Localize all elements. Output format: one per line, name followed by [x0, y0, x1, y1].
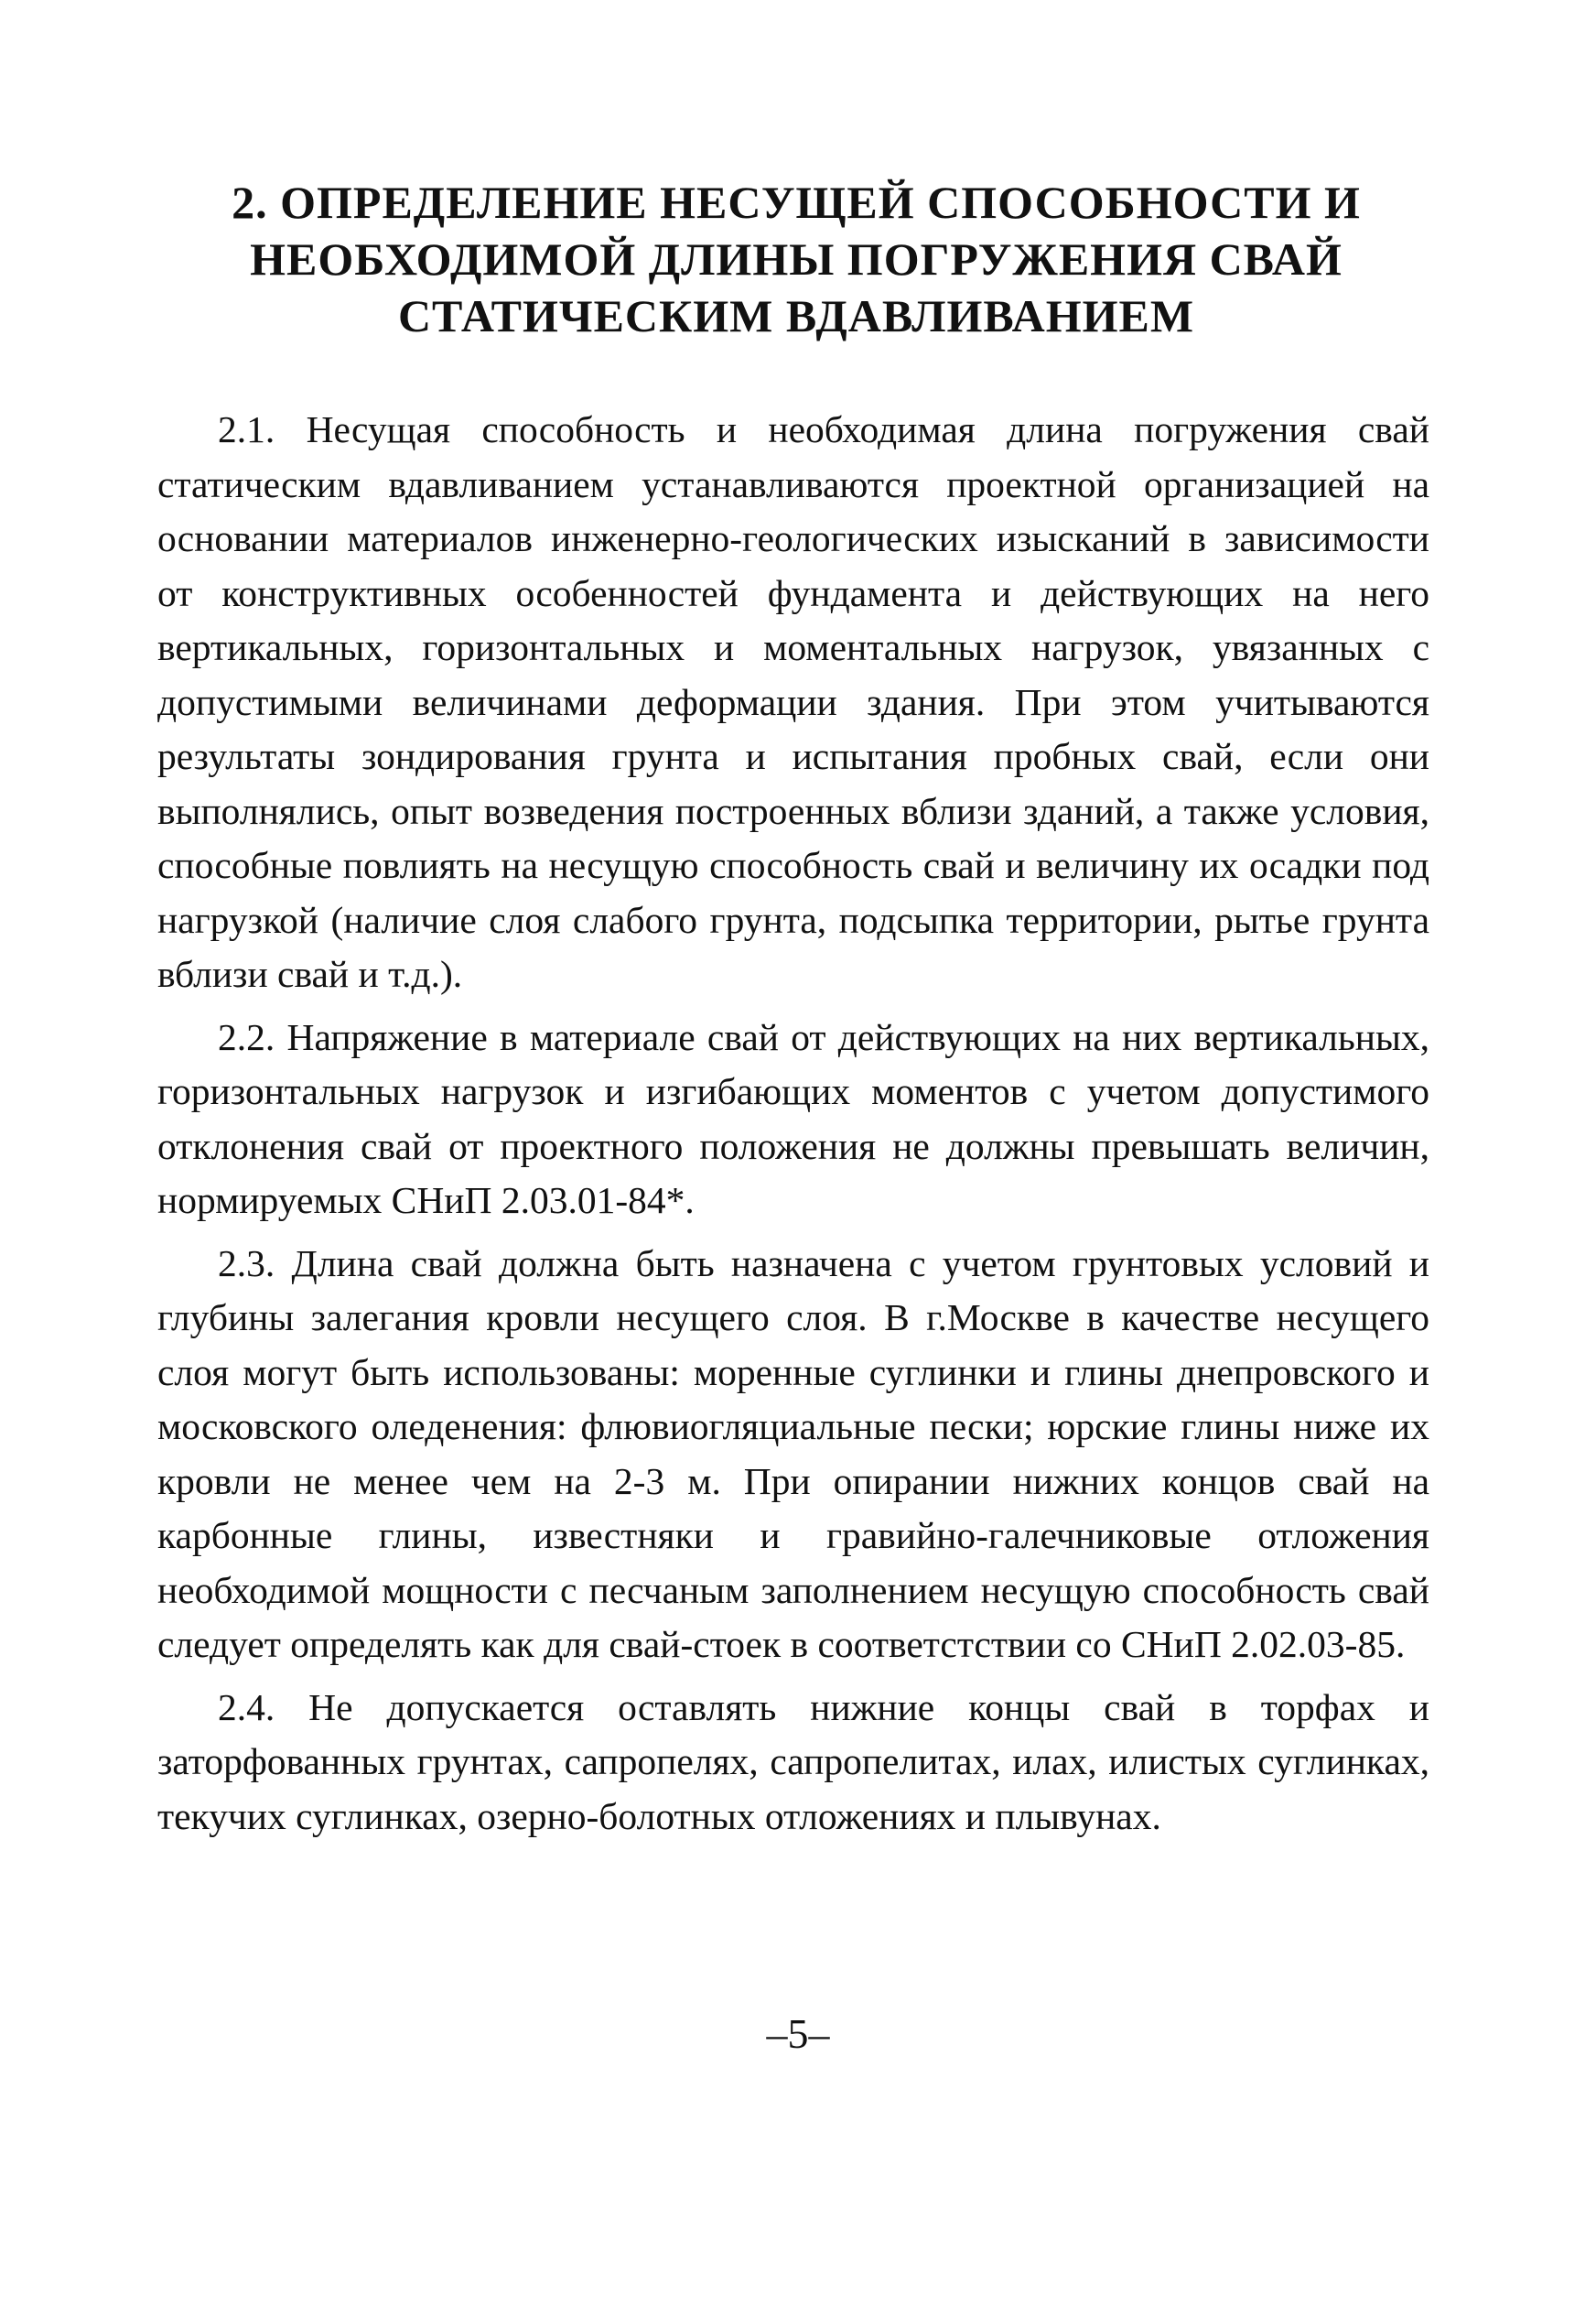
- section-heading-line-3: СТАТИЧЕСКИМ ВДАВЛИВАНИЕМ: [397, 290, 1195, 341]
- paragraph-2-3: 2.3. Длина свай должна быть назначена с учетом грунтовых условий и глубины залегания кровли несущего слоя. В г.Москве в качестве несущего слоя могут быть использованы: моренные суглинки и глины днепровского и московского оледенения: флювиогляциальные пески; юрские глины ниже их кровли не менее чем на 2-3 м. При опирании нижних концов свай на карбонные глины, известняки и гравийно-галечниковые отложения необходимой мощности с песчаным заполнением несущую способность свай следует определять как для свай-стоек в соответстствии со СНиП 2.02.03-85.: [157, 1241, 1429, 1665]
- section-heading: [146, 174, 1446, 344]
- paragraph-2-1: 2.1. Несущая способность и необходимая длина погружения свай статическим вдавливанием устанавливаются проектной организацией на основании материалов инженерно-геологических изысканий в зависимости от конструктивных особенностей фундамента и действующих на него вертикальных, горизонтальных и моментальных нагрузок, увязанных с допустимыми величинами деформации здания. При этом учитываются результаты зондирования грунта и испытания пробных свай, если они выполнялись, опыт возведения построенных вблизи зданий, а также условия, способные повлиять на несущую способность свай и величину их осадки под нагрузкой (наличие слоя слабого грунта, подсыпка территории, рытье грунта вблизи свай и т.д.).: [157, 408, 1429, 995]
- paragraph-2-4: 2.4. Не допускается оставлять нижние концы свай в торфах и заторфованных грунтах, сапропелях, сапропелитах, илах, илистых суглинках, текучих суглинках, озерно-болотных отложениях и плывунах.: [157, 1685, 1429, 1837]
- paragraph-2-2: 2.2. Напряжение в материале свай от действующих на них вертикальных, горизонтальных нагрузок и изгибающих моментов с учетом допустимого отклонения свай от проектного положения не должны превышать величин, нормируемых СНиП 2.03.01-84*.: [157, 1015, 1429, 1221]
- section-heading-line-1: 2. ОПРЕДЕЛЕНИЕ НЕСУЩЕЙ СПОСОБНОСТИ И: [232, 177, 1361, 228]
- section-heading-line-2: НЕОБХОДИМОЙ ДЛИНЫ ПОГРУЖЕНИЯ СВАЙ: [250, 233, 1343, 285]
- section-body: [157, 403, 1429, 1852]
- page-number: –5–: [766, 2010, 830, 2057]
